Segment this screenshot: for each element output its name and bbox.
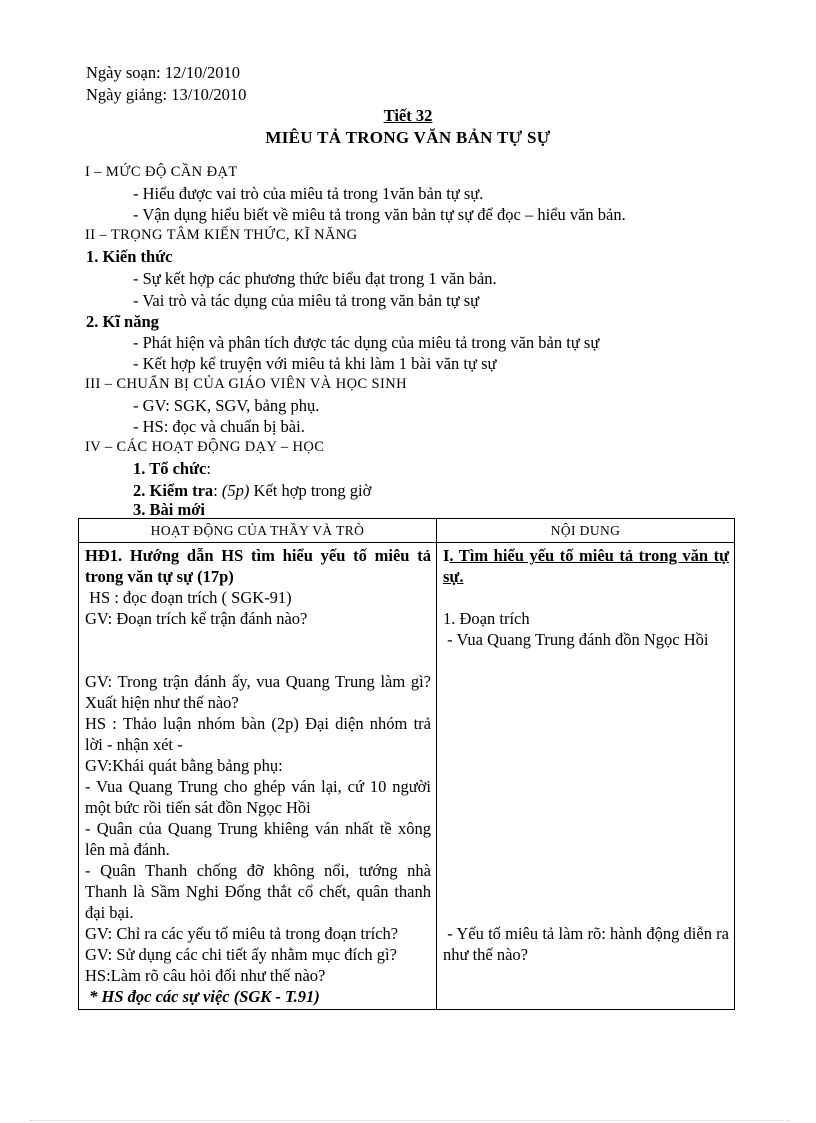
to-chuc (133, 458, 211, 479)
content-line: - Vua Quang Trung đánh đồn Ngọc Hồi (443, 630, 709, 649)
activity-line: GV: Chỉ ra các yếu tố miêu tả trong đoạn trích? (85, 924, 399, 943)
content-section-title (443, 545, 729, 587)
ngay-giang: Ngày giảng: 13/10/2010 (86, 85, 247, 104)
lesson-table (78, 518, 735, 1010)
activity-line: - Quân Thanh chống đỡ không nổi, tướng nhà Thanh là Sầm Nghi Đống thắt cổ chết, quân thanh đại bại. (85, 861, 431, 922)
to-chuc-colon: : (206, 459, 211, 478)
section-1-item: - Hiểu được vai trò của miêu tả trong 1văn bản tự sự. (133, 184, 484, 203)
section-2-heading: II – TRỌNG TÂM KIẾN THỨC, KĨ NĂNG (85, 227, 358, 243)
kiem-tra-text: Kết hợp trong giờ (249, 481, 372, 500)
table-row (79, 543, 735, 1010)
kien-thuc-item: - Vai trò và tác dụng của miêu tả trong văn bản tự sự (133, 291, 480, 310)
table-header-row (79, 519, 735, 543)
kien-thuc-heading: 1. Kiến thức (86, 247, 173, 266)
content-section-prefix: I (443, 546, 450, 565)
page-title: MIÊU TẢ TRONG VĂN BẢN TỰ SỰ (265, 128, 551, 147)
section-3-item: - HS: đọc và chuẩn bị bài. (133, 417, 305, 436)
activity-line: - Vua Quang Trung cho ghép ván lại, cứ 10 người một bức rồi tiến sát đồn Ngọc Hồi (85, 777, 431, 817)
lesson-number (0, 105, 816, 126)
to-chuc-label: 1. Tổ chức (133, 459, 207, 478)
activity-line: HS : đọc đoạn trích ( SGK-91) (85, 588, 292, 607)
section-1-item: - Vận dụng hiểu biết về miêu tả trong văn bản tự sự để đọc – hiểu văn bản. (133, 205, 626, 224)
activity-line: HS : Thảo luận nhóm bàn (2p) Đại diện nhóm trả lời - nhận xét - (85, 714, 431, 754)
hd1-title: HĐ1. Hướng dẫn HS tìm hiểu yếu tố miêu tả trong văn tự sự (17p) (85, 546, 431, 586)
activity-line: * HS đọc các sự việc (SGK - T.91) (85, 987, 320, 1006)
content-line: - Yếu tố miêu tả làm rõ: hành động diễn ra như thế nào? (443, 924, 734, 964)
kien-thuc-item: - Sự kết hợp các phương thức biểu đạt trong 1 văn bản. (133, 269, 497, 288)
section-3-heading: III – CHUẨN BỊ CỦA GIÁO VIÊN VÀ HỌC SINH (85, 376, 407, 392)
activity-line: GV: Sử dụng các chi tiết ấy nhằm mục đích gì? (85, 945, 397, 964)
ki-nang-item: - Phát hiện và phân tích được tác dụng của miêu tả trong văn bản tự sự (133, 333, 600, 352)
activity-cell (79, 543, 437, 1010)
activity-line: GV: Đoạn trích kể trận đánh nào? (85, 609, 308, 628)
kiem-tra-label: 2. Kiểm tra (133, 481, 214, 500)
kiem-tra (133, 480, 371, 501)
bai-moi: 3. Bài mới (133, 500, 205, 519)
section-3-item: - GV: SGK, SGV, bảng phụ. (133, 396, 320, 415)
content-section-text: . Tìm hiểu yếu tố miêu tả trong văn tự sự. (443, 546, 729, 586)
section-1-heading: I – MỨC ĐỘ CẦN ĐẠT (85, 164, 238, 180)
lesson-number-text: Tiết 32 (383, 106, 433, 125)
ki-nang-heading: 2. Kĩ năng (86, 312, 159, 331)
kiem-tra-time: (5p) (221, 481, 250, 500)
content-cell (437, 543, 735, 1010)
content-line: 1. Đoạn trích (443, 609, 530, 628)
activity-line: GV: Trong trận đánh ấy, vua Quang Trung làm gì? Xuất hiện như thế nào? (85, 672, 431, 712)
ngay-soan: Ngày soạn: 12/10/2010 (86, 63, 240, 82)
activity-line: - Quân của Quang Trung khiêng ván nhất tề xông lên mà đánh. (85, 819, 431, 859)
activity-line: GV:Khái quát bằng bảng phụ: (85, 756, 283, 775)
header-content: NỘI DUNG (437, 519, 735, 543)
ki-nang-item: - Kết hợp kể truyện với miêu tả khi làm 1 bài văn tự sự (133, 354, 497, 373)
header-teacher-student: HOẠT ĐỘNG CỦA THẦY VÀ TRÒ (79, 519, 437, 543)
section-4-heading: IV – CÁC HOẠT ĐỘNG DẠY – HỌC (85, 439, 325, 455)
kiem-tra-colon: : (213, 481, 222, 500)
activity-line: HS:Làm rõ câu hỏi đối như thế nào? (85, 966, 326, 985)
page-bottom-divider (30, 1120, 790, 1121)
